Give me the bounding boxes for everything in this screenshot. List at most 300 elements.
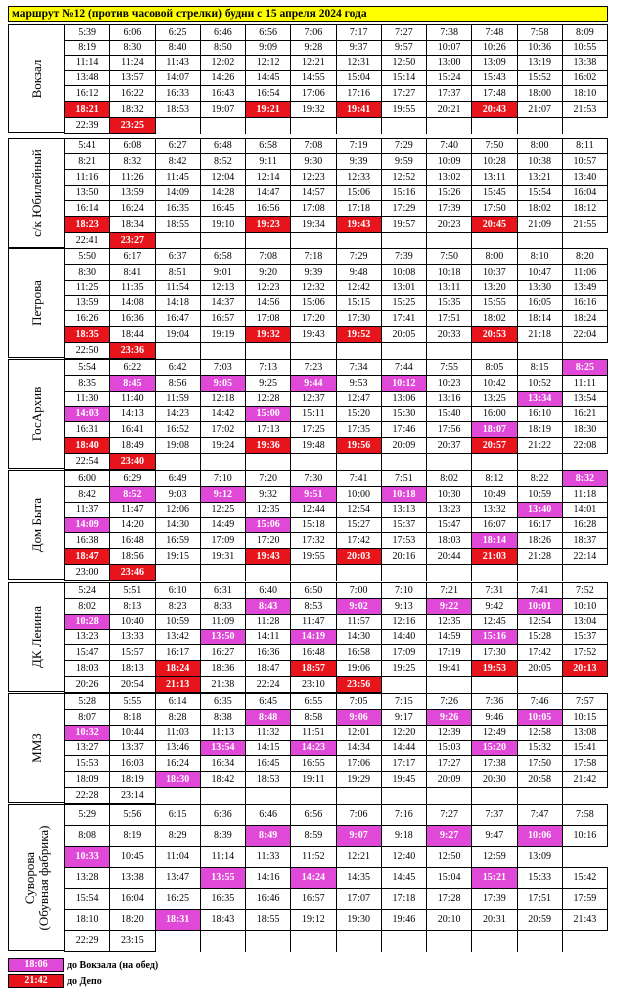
departure-time: 7:46: [517, 694, 562, 710]
departure-time: 18:07: [472, 422, 517, 438]
departure-time: 21:42: [562, 772, 607, 788]
departure-time: 10:00: [336, 487, 381, 503]
departure-time: 8:42: [155, 154, 200, 170]
departure-time: 7:06: [291, 25, 336, 41]
departure-time: 16:52: [155, 422, 200, 438]
departure-time: 9:59: [381, 154, 426, 170]
departure-time: 7:10: [381, 583, 426, 599]
departure-time: 13:40: [517, 503, 562, 518]
departure-time: 13:54: [562, 392, 607, 407]
departure-time: 20:37: [427, 438, 472, 454]
departure-time: 7:27: [427, 805, 472, 826]
departure-time: 8:21: [65, 154, 110, 170]
departure-time: 12:40: [381, 847, 426, 868]
departure-time: 20:05: [517, 661, 562, 677]
departure-time: 17:42: [336, 533, 381, 549]
departure-time: 13:48: [65, 71, 110, 86]
departure-time: 20:44: [427, 549, 472, 565]
departure-time: 18:47: [246, 661, 291, 677]
departure-time: 16:24: [110, 201, 155, 217]
empty-cell: [155, 454, 200, 470]
departure-time: 6:58: [246, 139, 291, 154]
empty-cell: [427, 343, 472, 359]
departure-time: 14:13: [110, 407, 155, 422]
departure-time: 11:47: [110, 503, 155, 518]
departure-time: 12:45: [472, 615, 517, 630]
departure-time: 18:24: [155, 661, 200, 677]
table-row: [65, 788, 608, 804]
departure-time: 22:24: [246, 677, 291, 693]
departure-time: 19:06: [336, 661, 381, 677]
departure-time: 20:26: [65, 677, 110, 693]
empty-cell: [381, 788, 426, 804]
departure-time: 23:56: [336, 677, 381, 693]
empty-cell: [155, 118, 200, 134]
departure-time: 8:38: [200, 710, 245, 726]
departure-time: 16:02: [562, 71, 607, 86]
departure-time: 9:27: [427, 826, 472, 847]
departure-time: 19:11: [291, 772, 336, 788]
empty-cell: [155, 565, 200, 581]
departure-time: 14:37: [200, 296, 245, 311]
departure-time: 9:11: [246, 154, 291, 170]
departure-time: 14:26: [200, 71, 245, 86]
empty-cell: [562, 454, 607, 470]
departure-time: 11:54: [155, 281, 200, 296]
table-row: [65, 756, 608, 772]
table-row: [65, 599, 608, 615]
departure-time: 17:08: [291, 201, 336, 217]
departure-time: 8:48: [246, 710, 291, 726]
empty-cell: [427, 788, 472, 804]
departure-time: 6:56: [246, 25, 291, 41]
departure-time: 7:06: [336, 805, 381, 826]
departure-time: 19:56: [336, 438, 381, 454]
departure-time: 9:53: [336, 376, 381, 392]
departure-time: 11:30: [65, 392, 110, 407]
departure-time: 19:30: [336, 910, 381, 931]
departure-time: 6:48: [200, 139, 245, 154]
departure-time: 5:29: [65, 805, 110, 826]
departure-time: 9:28: [291, 41, 336, 56]
departure-time: 8:40: [155, 41, 200, 56]
departure-time: 10:32: [65, 726, 110, 741]
departure-time: 14:07: [155, 71, 200, 86]
departure-time: 10:08: [381, 265, 426, 281]
departure-time: 20:05: [381, 327, 426, 343]
departure-time: 18:49: [110, 438, 155, 454]
departure-time: 6:49: [155, 471, 200, 487]
stop-block: [8, 693, 608, 803]
empty-cell: [246, 343, 291, 359]
empty-cell: [472, 677, 517, 693]
departure-time: 12:47: [336, 392, 381, 407]
departure-time: 23:40: [110, 454, 155, 470]
departure-time: 12:16: [381, 615, 426, 630]
departure-time: 8:43: [246, 599, 291, 615]
departure-time: 8:10: [517, 249, 562, 265]
departure-time: 14:23: [155, 407, 200, 422]
departure-time: 10:28: [65, 615, 110, 630]
departure-time: 15:11: [291, 407, 336, 422]
departure-time: 6:58: [200, 249, 245, 265]
empty-cell: [336, 118, 381, 134]
departure-time: 7:21: [427, 583, 472, 599]
departure-time: 15:16: [472, 630, 517, 645]
departure-time: 19:41: [336, 102, 381, 118]
departure-time: 16:05: [517, 296, 562, 311]
departure-time: 15:54: [517, 186, 562, 201]
departure-time: 6:10: [155, 583, 200, 599]
departure-time: 14:20: [110, 518, 155, 533]
departure-time: 11:24: [110, 56, 155, 71]
departure-time: 7:29: [381, 139, 426, 154]
departure-time: 7:03: [200, 360, 245, 376]
stop-name: Петрова: [28, 280, 44, 326]
departure-time: 14:18: [155, 296, 200, 311]
timetable: [64, 138, 608, 249]
departure-time: 9:47: [472, 826, 517, 847]
departure-time: 15:28: [517, 630, 562, 645]
departure-time: 6:00: [65, 471, 110, 487]
departure-time: 18:24: [562, 311, 607, 327]
departure-time: 10:16: [562, 826, 607, 847]
departure-time: 19:43: [246, 549, 291, 565]
departure-time: 16:04: [110, 889, 155, 910]
table-row: [65, 56, 608, 71]
departure-time: 15:43: [472, 71, 517, 86]
stop-label-cell: [8, 138, 64, 248]
table-row: [65, 826, 608, 847]
departure-time: 12:14: [246, 170, 291, 186]
departure-time: 9:42: [472, 599, 517, 615]
table-row: [65, 343, 608, 359]
table-row: [65, 392, 608, 407]
departure-time: 11:51: [291, 726, 336, 741]
departure-time: 11:09: [200, 615, 245, 630]
departure-time: 5:51: [110, 583, 155, 599]
departure-time: 8:33: [200, 599, 245, 615]
departure-time: 17:50: [472, 201, 517, 217]
departure-time: 16:10: [517, 407, 562, 422]
departure-time: 15:04: [336, 71, 381, 86]
departure-time: 6:27: [155, 139, 200, 154]
departure-time: 18:56: [110, 549, 155, 565]
table-row: [65, 471, 608, 487]
departure-time: 8:56: [155, 376, 200, 392]
departure-time: 16:43: [200, 86, 245, 102]
departure-time: 13:19: [517, 56, 562, 71]
departure-time: 7:15: [381, 694, 426, 710]
empty-cell: [291, 233, 336, 249]
departure-time: 7:58: [562, 805, 607, 826]
departure-time: 18:10: [562, 86, 607, 102]
departure-time: 7:31: [472, 583, 517, 599]
departure-time: 7:40: [427, 139, 472, 154]
departure-time: 18:03: [65, 661, 110, 677]
departure-time: 7:48: [472, 25, 517, 41]
departure-time: 12:06: [155, 503, 200, 518]
departure-time: 17:09: [381, 645, 426, 661]
departure-time: 17:32: [291, 533, 336, 549]
departure-time: 20:59: [517, 910, 562, 931]
departure-time: 8:09: [562, 25, 607, 41]
table-row: [65, 327, 608, 343]
empty-cell: [472, 118, 517, 134]
departure-time: 15:03: [427, 741, 472, 756]
stop-name: Суворова (Обувная фабрика): [21, 825, 51, 930]
empty-cell: [381, 343, 426, 359]
departure-time: 19:53: [472, 661, 517, 677]
stop-name: ДК Ленина: [28, 606, 44, 668]
departure-time: 17:29: [381, 201, 426, 217]
departure-time: 14:11: [246, 630, 291, 645]
departure-time: 9:51: [291, 487, 336, 503]
departure-time: 18:32: [110, 102, 155, 118]
departure-time: 13:38: [110, 868, 155, 889]
departure-time: 13:27: [65, 741, 110, 756]
departure-time: 19:08: [155, 438, 200, 454]
departure-time: 19:25: [381, 661, 426, 677]
departure-time: 18:13: [110, 661, 155, 677]
departure-time: 13:42: [155, 630, 200, 645]
empty-cell: [291, 118, 336, 134]
departure-time: 10:30: [427, 487, 472, 503]
empty-cell: [517, 343, 562, 359]
empty-cell: [291, 343, 336, 359]
departure-time: 9:12: [200, 487, 245, 503]
stop-name: Вокзал: [28, 59, 44, 98]
departure-time: 20:45: [472, 217, 517, 233]
empty-cell: [246, 565, 291, 581]
table-row: [65, 170, 608, 186]
departure-time: 21:28: [517, 549, 562, 565]
departure-time: 18:55: [246, 910, 291, 931]
departure-time: 7:08: [291, 139, 336, 154]
departure-time: 18:19: [110, 772, 155, 788]
departure-time: 19:48: [291, 438, 336, 454]
empty-cell: [517, 931, 562, 952]
empty-cell: [200, 454, 245, 470]
departure-time: 12:52: [381, 170, 426, 186]
departure-time: 6:46: [200, 25, 245, 41]
departure-time: 20:33: [427, 327, 472, 343]
table-row: [65, 233, 608, 249]
departure-time: 13:30: [517, 281, 562, 296]
departure-time: 8:49: [246, 826, 291, 847]
departure-time: 19:32: [291, 102, 336, 118]
empty-cell: [155, 343, 200, 359]
table-row: [65, 868, 608, 889]
departure-time: 19:31: [200, 549, 245, 565]
departure-time: 12:13: [200, 281, 245, 296]
empty-cell: [472, 565, 517, 581]
timetable: [64, 24, 608, 134]
stop-block: [8, 582, 608, 692]
departure-time: 5:28: [65, 694, 110, 710]
empty-cell: [427, 565, 472, 581]
departure-time: 11:18: [562, 487, 607, 503]
departure-time: 16:48: [110, 533, 155, 549]
departure-time: 18:23: [65, 217, 110, 233]
departure-time: 8:05: [472, 360, 517, 376]
table-row: [65, 710, 608, 726]
departure-time: 22:14: [562, 549, 607, 565]
departure-time: 21:22: [517, 438, 562, 454]
empty-cell: [381, 931, 426, 952]
stop-block: [8, 138, 608, 248]
departure-time: 8:51: [155, 265, 200, 281]
departure-time: 9:30: [291, 154, 336, 170]
departure-time: 18:55: [155, 217, 200, 233]
departure-time: 7:57: [562, 694, 607, 710]
departure-time: 11:06: [562, 265, 607, 281]
departure-time: 15:45: [472, 186, 517, 201]
departure-time: 17:17: [381, 756, 426, 772]
table-row: [65, 139, 608, 154]
departure-time: 8:12: [472, 471, 517, 487]
table-row: [65, 533, 608, 549]
stop-name: Дом Быта: [28, 497, 44, 553]
stop-block: [8, 24, 608, 133]
legend-swatch: 21:42: [8, 974, 64, 988]
departure-time: 21:09: [517, 217, 562, 233]
empty-cell: [200, 343, 245, 359]
departure-time: 16:27: [200, 645, 245, 661]
departure-time: 8:11: [562, 139, 607, 154]
table-row: [65, 360, 608, 376]
departure-time: 12:12: [246, 56, 291, 71]
departure-time: 12:21: [291, 56, 336, 71]
table-row: [65, 201, 608, 217]
departure-time: 17:19: [427, 645, 472, 661]
departure-time: 10:40: [110, 615, 155, 630]
departure-time: 16:00: [472, 407, 517, 422]
departure-time: 12:20: [381, 726, 426, 741]
departure-time: 16:25: [155, 889, 200, 910]
departure-time: 12:58: [517, 726, 562, 741]
departure-time: 7:52: [562, 583, 607, 599]
departure-time: 16:28: [562, 518, 607, 533]
table-row: [65, 422, 608, 438]
departure-time: 15:25: [381, 296, 426, 311]
departure-time: 10:06: [517, 826, 562, 847]
departure-time: 8:42: [65, 487, 110, 503]
departure-time: 17:18: [381, 889, 426, 910]
departure-time: 12:50: [427, 847, 472, 868]
departure-time: 19:55: [381, 102, 426, 118]
departure-time: 22:54: [65, 454, 110, 470]
departure-time: 18:47: [65, 549, 110, 565]
departure-time: 6:35: [200, 694, 245, 710]
empty-cell: [427, 233, 472, 249]
departure-time: 10:45: [110, 847, 155, 868]
departure-time: 10:05: [517, 710, 562, 726]
departure-time: 17:50: [517, 756, 562, 772]
departure-time: 9:22: [427, 599, 472, 615]
departure-time: 19:10: [200, 217, 245, 233]
departure-time: 8:50: [200, 41, 245, 56]
departure-time: 17:35: [336, 422, 381, 438]
empty-cell: [200, 788, 245, 804]
departure-time: 17:39: [472, 889, 517, 910]
departure-time: 10:07: [427, 41, 472, 56]
departure-time: 17:46: [381, 422, 426, 438]
departure-time: 7:34: [336, 360, 381, 376]
departure-time: 17:06: [291, 86, 336, 102]
departure-time: 17:30: [472, 645, 517, 661]
stop-block: [8, 470, 608, 580]
departure-time: 23:10: [291, 677, 336, 693]
departure-time: 12:18: [200, 392, 245, 407]
table-row: [65, 118, 608, 134]
departure-time: 10:01: [517, 599, 562, 615]
departure-time: 12:23: [246, 281, 291, 296]
departure-time: 16:31: [65, 422, 110, 438]
departure-time: 16:36: [246, 645, 291, 661]
departure-time: 18:36: [200, 661, 245, 677]
departure-time: 13:06: [381, 392, 426, 407]
departure-time: 12:37: [291, 392, 336, 407]
departure-time: 11:25: [65, 281, 110, 296]
departure-time: 12:31: [336, 56, 381, 71]
departure-time: 18:57: [291, 661, 336, 677]
departure-time: 13:02: [427, 170, 472, 186]
empty-cell: [291, 931, 336, 952]
departure-time: 13:50: [65, 186, 110, 201]
departure-time: 23:46: [110, 565, 155, 581]
departure-time: 18:26: [517, 533, 562, 549]
departure-time: 19:34: [291, 217, 336, 233]
empty-cell: [291, 788, 336, 804]
departure-time: 11:32: [246, 726, 291, 741]
departure-time: 14:30: [336, 630, 381, 645]
departure-time: 14:03: [65, 407, 110, 422]
departure-time: 17:58: [562, 756, 607, 772]
departure-time: 8:32: [110, 154, 155, 170]
departure-time: 16:12: [65, 86, 110, 102]
table-row: [65, 772, 608, 788]
departure-time: 17:48: [472, 86, 517, 102]
departure-time: 13:49: [562, 281, 607, 296]
departure-time: 18:02: [517, 201, 562, 217]
empty-cell: [517, 788, 562, 804]
departure-time: 16:07: [472, 518, 517, 533]
departure-time: 17:59: [562, 889, 607, 910]
departure-time: 14:49: [200, 518, 245, 533]
table-row: [65, 931, 608, 952]
departure-time: 7:16: [381, 805, 426, 826]
departure-time: 23:00: [65, 565, 110, 581]
departure-time: 15:14: [381, 71, 426, 86]
departure-time: 15:54: [65, 889, 110, 910]
departure-time: 7:13: [246, 360, 291, 376]
departure-time: 11:40: [110, 392, 155, 407]
empty-cell: [200, 118, 245, 134]
departure-time: 14:44: [381, 741, 426, 756]
departure-time: 21:07: [517, 102, 562, 118]
departure-time: 9:44: [291, 376, 336, 392]
departure-time: 5:24: [65, 583, 110, 599]
departure-time: 16:22: [110, 86, 155, 102]
departure-time: 7:27: [381, 25, 426, 41]
departure-time: 21:43: [562, 910, 607, 931]
departure-time: 19:36: [246, 438, 291, 454]
departure-time: 12:02: [200, 56, 245, 71]
departure-time: 7:17: [336, 25, 381, 41]
page-title: маршрут №12 (против часовой стрелки) будни с 15 апреля 2024 года: [8, 6, 608, 22]
table-row: [65, 726, 608, 741]
